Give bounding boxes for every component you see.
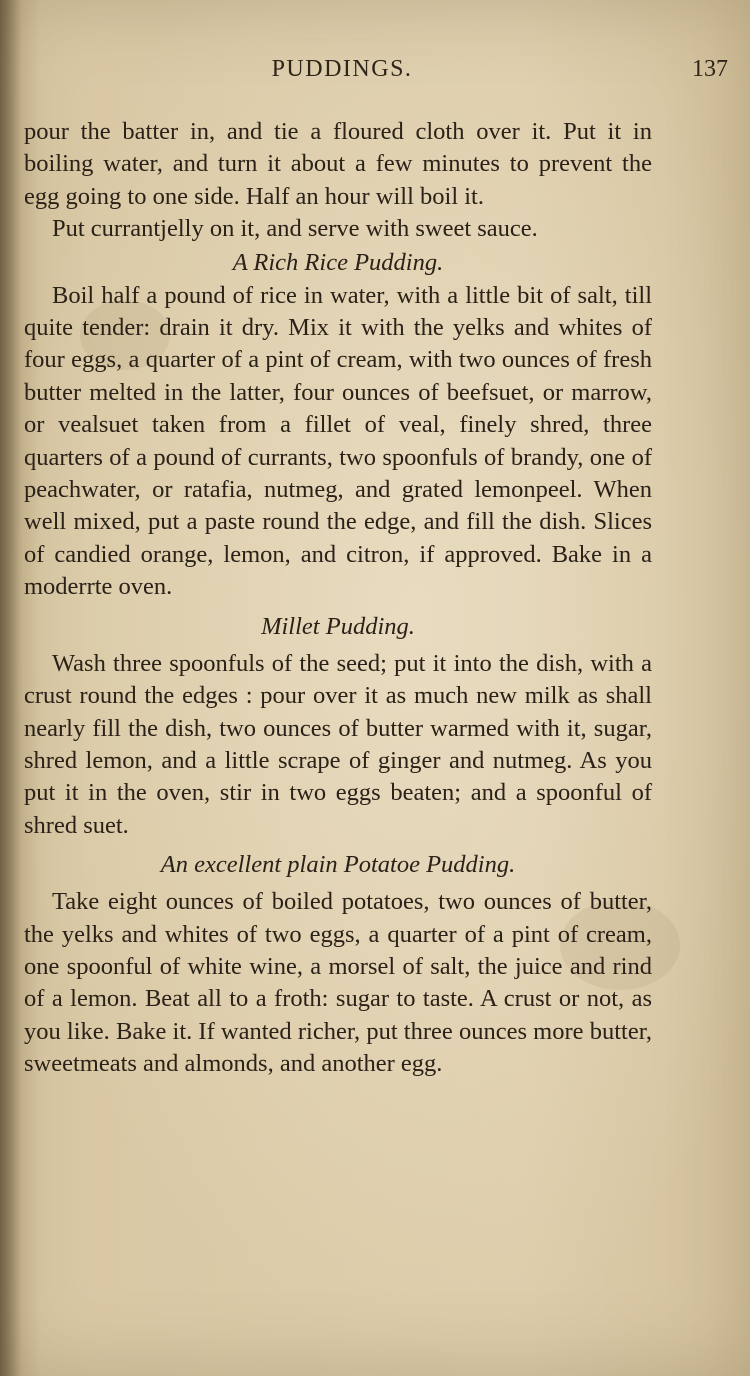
recipe-text-potatoe-pudding: Take eight ounces of boiled potatoes, two ounces of butter, the yelks and whites of two eggs, a quarter of a pint of cream, one spoonful of white wine, a morsel of salt, the juice and rind of a lemon. Beat all to a froth: sugar to taste. A crust or not, as you like. Bake it. If wanted richer, put three ounces more butter, sweetmeats and almonds, and another egg. [24, 888, 652, 1078]
page-header [20, 56, 728, 92]
page-body [24, 116, 652, 1081]
recipe-title-rich-rice-pudding: A Rich Rice Pudding. [232, 248, 444, 276]
recipe-text-rich-rice-pudding: Boil half a pound of rice in water, with a little bit of salt, till quite tender: drain it dry. Mix it with the yelks and whites of four eggs, a quarter of a pint of cream, with two ounces of fresh butter melted in the latter, four ounces of beefsuet, or marrow, or vealsuet taken from a fillet of veal, finely shred, three quarters of a pound of currants, two spoonfuls of brandy, one of peachwater, or ratafia, nutmeg, and grated lemonpeel. When well mixed, put a paste round the edge, and fill the dish. Slices of candied orange, lemon, and citron, if approved. Bake in a moderrte oven. [24, 281, 652, 601]
page-number: 137 [692, 56, 728, 82]
continuation-paragraph: pour the batter in, and tie a floured cloth over it. Put it in boiling water, and turn it about a few minutes to prevent the egg going to one side. Half an hour will boil it. [24, 118, 652, 210]
recipe-title-millet-pudding: Millet Pudding. [261, 612, 415, 640]
recipe-text-millet-pudding: Wash three spoonfuls of the seed; put it into the dish, with a crust round the edges : pour over it as much new milk as shall nearly fill the dish, two ounces of butter warmed with it, sugar, shred lemon, and a little scrape of ginger and nutmeg. As you put it in the oven, stir in two eggs beaten; and a spoonful of shred suet. [24, 649, 652, 839]
running-title: PUDDINGS. [271, 56, 413, 82]
recipe-title-potatoe-pudding: An excellent plain Potatoe Pudding. [160, 851, 516, 879]
continuation-paragraph-2: Put currantjelly on it, and serve with sweet sauce. [52, 215, 538, 243]
spine-shadow [0, 0, 22, 1376]
